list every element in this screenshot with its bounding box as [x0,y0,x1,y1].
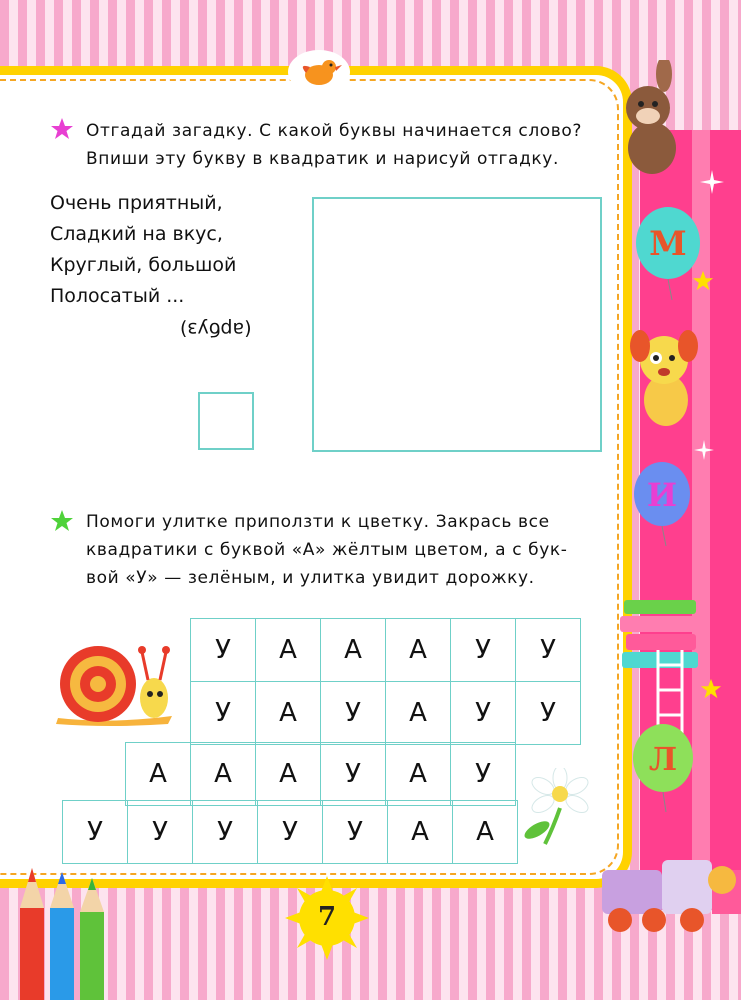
grid-cell[interactable]: А [255,742,321,806]
grid-cell[interactable]: У [62,800,128,864]
grid-cell[interactable]: А [255,618,321,682]
grid-cell[interactable]: У [515,618,581,682]
riddle-line: Круглый, большой [50,254,237,276]
grid-cell[interactable]: А [452,800,518,864]
snail-icon [50,632,178,727]
riddle-answer-upside-down: (арбуз) [180,318,252,340]
grid-cell[interactable]: У [127,800,193,864]
star-icon [692,270,714,292]
grid-cell[interactable]: У [322,800,388,864]
sparkle-icon [694,440,714,460]
grid-cell[interactable]: А [255,681,321,745]
grid-cell[interactable]: У [190,618,256,682]
grid-cell[interactable]: А [387,800,453,864]
grid-cell[interactable]: А [385,681,451,745]
toy-rabbit-icon [608,60,698,180]
grid-cell[interactable]: А [385,618,451,682]
balloon-letter: Л [648,740,678,778]
balloon-l-icon [628,722,698,812]
grid-cell[interactable]: У [257,800,323,864]
task2-line2: квадратики с буквой «А» жёлтым цветом, а с бук- [86,540,568,560]
sparkle-icon [700,170,724,194]
grid-cell[interactable]: У [450,618,516,682]
riddle-line: Полосатый ... [50,285,185,307]
flower-icon [515,768,605,846]
riddle-text [50,188,236,312]
toy-dog-icon [618,322,714,432]
toy-train-icon [592,850,741,940]
task2-line3: вой «У» — зелёным, и улитка увидит дорожку. [86,568,535,588]
balloon-letter: М [649,224,687,264]
balloon-i-icon [630,460,694,546]
riddle-line: Очень приятный, [50,192,223,214]
grid-cell[interactable]: А [320,618,386,682]
task1-line1: Отгадай загадку. С какой буквы начинается слово? [86,121,583,141]
bird-icon [288,50,350,94]
grid-cell[interactable]: У [450,681,516,745]
grid-cell[interactable]: У [320,681,386,745]
balloon-letter: И [646,476,678,514]
grid-cell[interactable]: У [450,742,516,806]
grid-cell[interactable]: А [125,742,191,806]
page-number: 7 [317,902,337,932]
grid-cell[interactable]: У [192,800,258,864]
task2-line1: Помоги улитке приползти к цветку. Закрась все [86,512,550,532]
task1-line2: Впиши эту букву в квадратик и нарисуй отгадку. [86,149,559,169]
star-icon [700,678,722,700]
grid-cell[interactable]: А [385,742,451,806]
star-icon [50,117,74,141]
drawing-area-box[interactable] [312,197,602,452]
grid-cell[interactable]: А [190,742,256,806]
riddle-line: Сладкий на вкус, [50,223,223,245]
grid-cell[interactable]: У [320,742,386,806]
letter-input-box[interactable] [198,392,254,450]
grid-cell[interactable]: У [515,681,581,745]
star-icon [50,509,74,533]
grid-cell[interactable]: У [190,681,256,745]
pencils-icon [10,868,110,1000]
